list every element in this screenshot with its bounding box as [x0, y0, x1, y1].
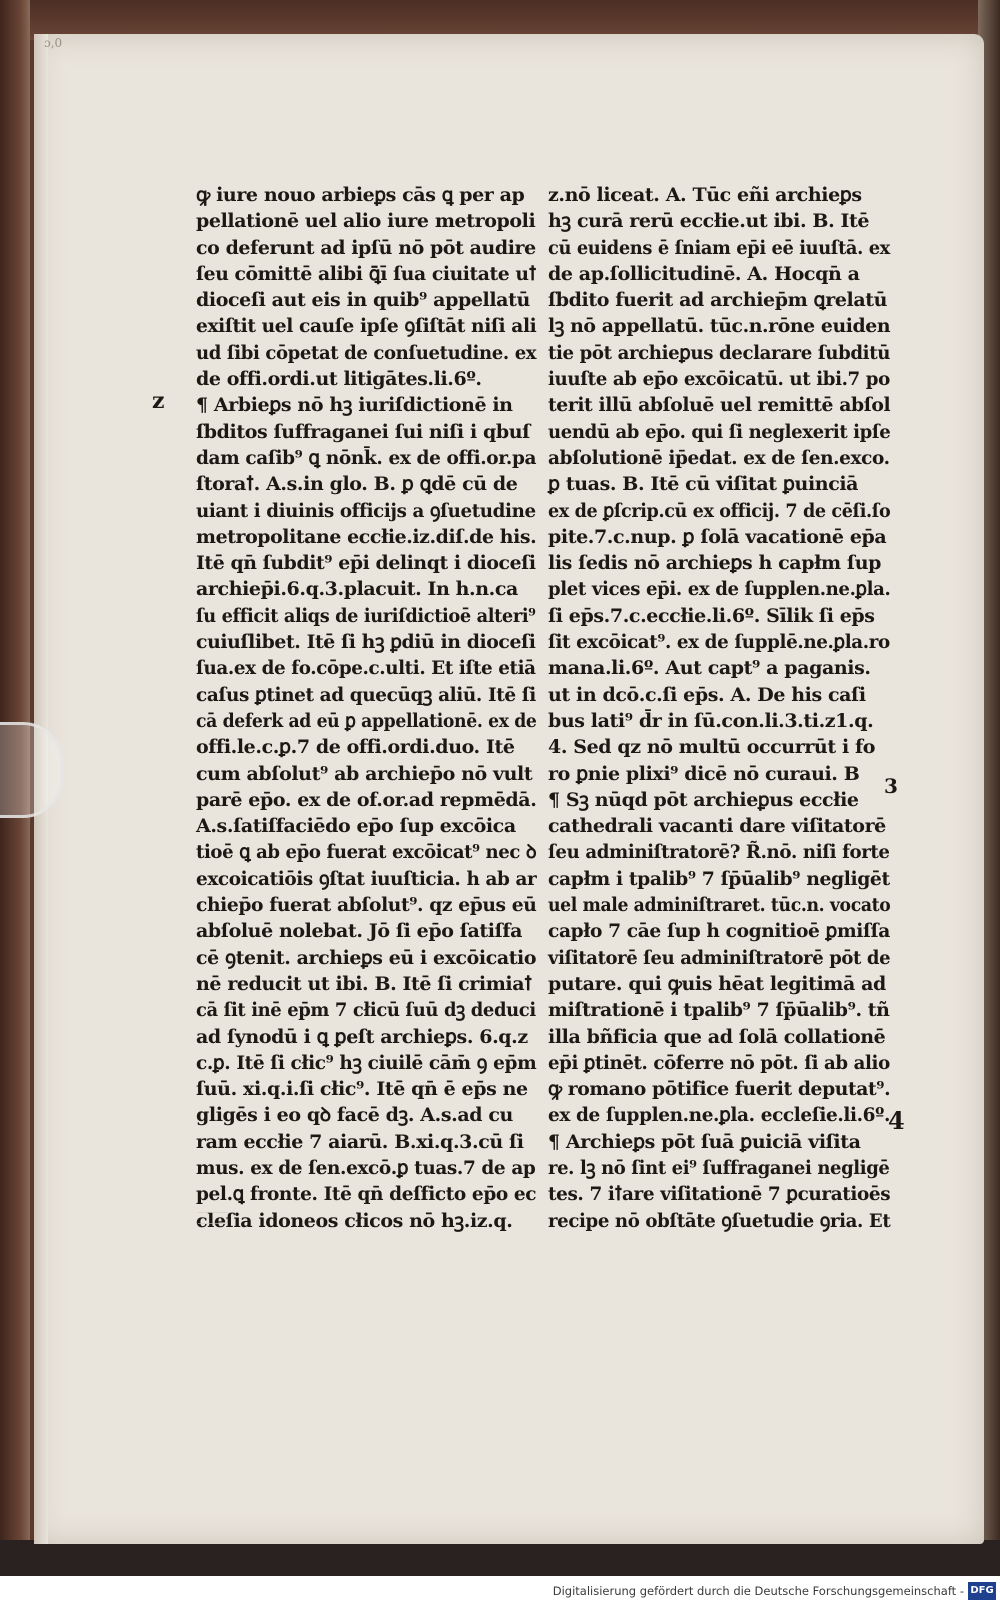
- right-text-column: [548, 182, 890, 1234]
- text-line: ſbditos ſuffraganei ſui niſi i qbuſ: [196, 420, 530, 443]
- footer-credit: Digitalisierung gefördert durch die Deutsche Forschungsgemeinschaft -: [552, 1584, 964, 1598]
- text-line: ꝙ iure nouo arbieꝑs cās ꝗ per ap: [196, 184, 525, 206]
- margin-note-z: z: [152, 388, 165, 414]
- text-line: ¶ Arbieꝑs nō hꝫ iuriſdictionē in: [196, 394, 513, 417]
- text-line: ad ſynodū i ꝗ ꝑeſt archieꝑs. 6.q.z: [196, 1025, 528, 1048]
- text-line: nē reducit ut ibi. B. Itē ſi crimiaꝉ: [196, 972, 532, 995]
- margin-note-4: 4: [888, 1106, 905, 1135]
- text-line: tie pōt archieꝑus declarare ſubditū: [548, 341, 891, 364]
- text-line: cē ꝯtenit. archieꝑs eū i excōicatio: [196, 946, 537, 969]
- text-line: tes. 7 iꝉare viſitationē 7 ꝑcuratioēs: [548, 1183, 891, 1206]
- text-line: re. lꝫ nō ſint ei⁹ ſuffraganei negligē: [548, 1156, 890, 1179]
- text-line: bus lati⁹ d̄r in ſū.con.li.3.ti.z1.q.: [548, 709, 874, 732]
- text-line: ro ꝑnie plixi⁹ dicē nō curaui. B: [548, 762, 860, 785]
- text-line: terit illū abſoluē uel remittē abſol: [548, 394, 891, 417]
- text-line: excoicatiōis ꝯſtat iuuſticia. h ab ar: [196, 867, 537, 890]
- text-line: ſeu cōmittē alibi ꝗ̄ī ſua ciuitate uꝉ: [196, 262, 537, 285]
- text-line: ex de ꝑſcrip.cū ex officij. 7 de cēſi.ſo: [548, 499, 891, 522]
- text-line: dioceſi aut eis in quib⁹ appellatū: [196, 289, 530, 312]
- text-line: pellationē uel alio iure metropoli: [196, 210, 536, 233]
- text-line: lꝫ nō appellatū. tūc.n.rōne euiden: [548, 315, 891, 338]
- text-line: ſuū. xi.q.i.ſi cłic⁹. Itē qn̄ ē ep̄s ne: [196, 1078, 528, 1101]
- text-line: uendū ab ep̄o. qui ſi neglexerit ipſe: [548, 420, 891, 443]
- text-line: iuuſte ab ep̄o excōicatū. ut ibi.7 po: [548, 368, 890, 391]
- text-line: ¶ Sꝫ nūqd pōt archieꝑus eccłie: [548, 788, 859, 811]
- faint-ink-mark: [198, 1212, 228, 1224]
- text-line: de offi.ordi.ut litigātes.li.6º.: [196, 368, 482, 391]
- text-line: ſeu adminiſtratorē? R̃.nō. niſi forte: [548, 841, 890, 864]
- left-text-column: [196, 182, 536, 1234]
- text-line: co deferunt ad ipſū nō pōt audire: [196, 236, 536, 259]
- text-line: ep̄i ꝑtinēt. cōferre nō pōt. ſi ab alio: [548, 1051, 890, 1074]
- binding-bottom: [0, 1540, 1000, 1576]
- text-line: abſoluē nolebat. Jō ſi ep̄o ſatiſfa: [196, 920, 523, 943]
- text-line: z.nō liceat. A. Tūc eñi archieꝑs: [548, 184, 862, 206]
- text-line: uiant i diuinis officijs a ꝯſuetudine: [196, 499, 536, 522]
- text-line: miſtrationē i tpalib⁹ 7 ſp̄ūalib⁹. tñ: [548, 999, 890, 1022]
- text-line: ¶ Archieꝑs pōt ſuā ꝑuiciā viſita: [548, 1130, 861, 1153]
- text-line: ut in dcō.c.ſi ep̄s. A. De his caſi: [548, 683, 866, 706]
- text-line: pite.7.c.nup. ꝑ ſolā vacationē ep̄a: [548, 525, 887, 548]
- text-line: cleſia idoneos cłicos nō hꝫ.iz.q.: [196, 1209, 513, 1232]
- text-line: ud ſibi cōpetat de conſuetudine. ex: [196, 341, 537, 364]
- text-line: ſua.ex de fo.cōpe.c.ulti. Et iſte etiā: [196, 657, 536, 680]
- text-line: cuiuſlibet. Itē ſi hꝫ ꝑdiū in dioceſi: [196, 631, 536, 654]
- text-line: lis ſedis nō archieꝑs h capłm ſup: [548, 552, 882, 575]
- text-line: A.s.ſatiſfaciēdo ep̄o ſup excōica: [196, 815, 516, 838]
- text-line: c.ꝑ. Itē ſi cłic⁹ hꝫ ciuilē cām̄ ꝯ ep̄m: [196, 1051, 537, 1074]
- margin-note-3: 3: [884, 774, 898, 798]
- text-line: offi.le.c.ꝑ.7 de offi.ordi.duo. Itē: [196, 736, 515, 759]
- page-clip: [0, 722, 63, 818]
- text-line: dam caſib⁹ ꝗ nōnk̄. ex de offi.or.pa: [196, 446, 537, 469]
- text-line: tioē ꝗ ab ep̄o fuerat excōicat⁹ nec ꝺ: [196, 841, 537, 864]
- text-line: ſbdito fuerit ad archiep̄m ꝗrelatū: [548, 289, 888, 312]
- text-line: putare. qui ꝙuis hēat legitimā ad: [548, 972, 886, 995]
- text-line: capło 7 cāe ſup h cognitioē ꝑmiſſa: [548, 920, 890, 943]
- text-line: cā ſit inē ep̄m 7 cłicū ſuū dꝫ deduci: [196, 999, 536, 1022]
- text-line: ꝑ tuas. B. Itē cū viſitat ꝑuinciā: [548, 473, 859, 496]
- text-line: ſi ep̄s.7.c.eccłie.li.6º. Sīlik ſi ep̄s: [548, 604, 875, 627]
- text-line: mus. ex de ſen.excō.ꝑ tuas.7 de ap: [196, 1156, 536, 1179]
- text-line: Itē qn̄ ſubdit⁹ ep̄i delinqt i dioceſi: [196, 552, 536, 575]
- text-line: parē ep̄o. ex de of.or.ad repmēdā.: [196, 788, 537, 811]
- text-line: metropolitane eccłie.iz.diſ.de his.: [196, 525, 537, 548]
- text-line: ſu efficit aliqs de iuriſdictioē alteri⁹: [196, 604, 536, 627]
- text-line: cathedrali vacanti dare viſitatorē: [548, 815, 886, 838]
- text-line: ex de ſupplen.ne.ꝑla. eccleſie.li.6º.: [548, 1104, 891, 1127]
- text-line: de ap.ſollicitudinē. A. Hocqn̄ a: [548, 262, 860, 285]
- text-line: cum abſolut⁹ ab archiep̄o nō vult: [196, 762, 533, 785]
- text-line: hꝫ curā rerū eccłie.ut ibi. B. Itē: [548, 210, 870, 233]
- text-line: mana.li.6º. Aut capt⁹ a paganis.: [548, 657, 871, 680]
- text-line: 4. Sed qz nō multū occurrūt i fo: [548, 736, 876, 759]
- text-line: cā deferk ad eū ꝑ appellationē. ex de: [196, 709, 537, 732]
- text-line: exiſtit uel cauſe ipſe ꝯſiſtāt niſi ali: [196, 315, 537, 338]
- text-line: plet vices ep̄i. ex de ſupplen.ne.ꝑla.: [548, 578, 891, 601]
- text-line: archiep̄i.6.q.3.placuit. In h.n.ca: [196, 578, 518, 601]
- text-line: caſus ꝑtinet ad quecūqꝫ aliū. Itē ſi: [196, 683, 536, 706]
- text-line: pel.ꝗ fronte. Itē qn̄ deſficto ep̄o ec: [196, 1183, 537, 1206]
- text-line: capłm i tpalib⁹ 7 ſp̄ūalib⁹ negligēt: [548, 867, 890, 890]
- text-line: cū euidens ē ſniam ep̄i eē iuuſtā. ex: [548, 236, 890, 259]
- text-line: viſitatorē ſeu adminiſtratorē pōt de: [548, 946, 891, 969]
- text-line: ram eccłie 7 aiarū. B.xi.q.3.cū ſi: [196, 1130, 524, 1153]
- text-line: chiep̄o fuerat abſolut⁹. qz ep̄us eū: [196, 894, 537, 917]
- dfg-logo: DFG: [968, 1582, 996, 1600]
- text-line: recipe nō obſtāte ꝯſuetudie ꝯria. Et: [548, 1209, 891, 1232]
- text-line: ſit excōicat⁹. ex de ſupplē.ne.ꝑla.ro: [548, 631, 890, 654]
- text-line: ꝙ romano pōtifice fuerit deputat⁹.: [548, 1078, 891, 1101]
- text-line: illa bñficia que ad ſolā collationē: [548, 1025, 886, 1048]
- text-line: uel male adminiſtraret. tūc.n. vocato: [548, 894, 891, 917]
- text-line: gligēs i eo qꝺ facē dꝫ. A.s.ad cu: [196, 1104, 513, 1127]
- text-line: ſtoraꝉ. A.s.in glo. B. ꝑ ꝗdē cū de: [196, 473, 518, 496]
- text-line: abſolutionē ip̄edat. ex de ſen.exco.: [548, 446, 890, 469]
- corner-mark: ɔ,0: [44, 36, 63, 50]
